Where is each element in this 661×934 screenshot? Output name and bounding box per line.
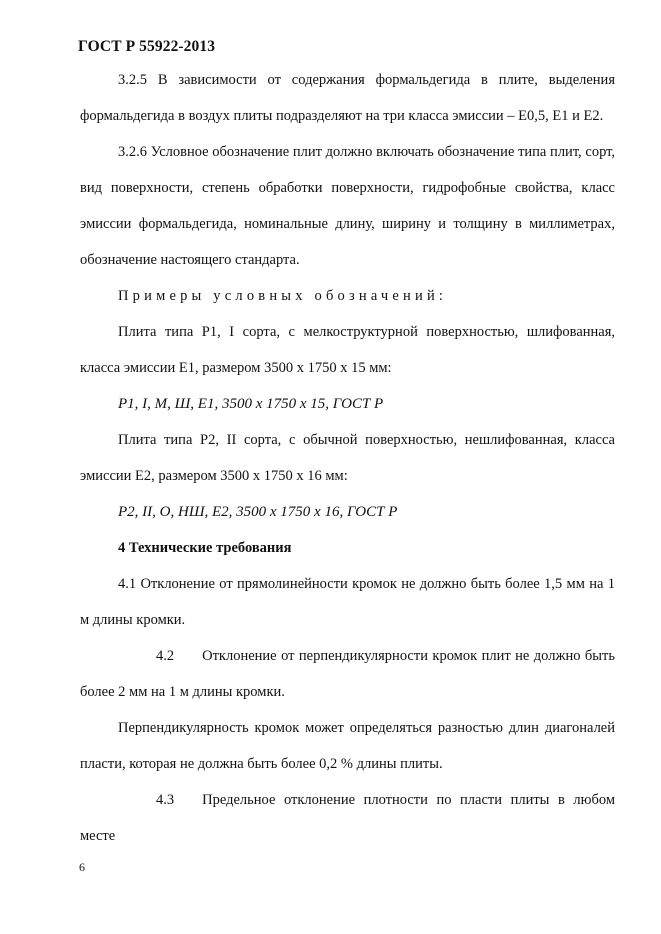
example-2-designation: Р2, II, О, НШ, Е2, 3500 х 1750 х 16, ГОСТ Р [118,504,398,520]
paragraph-3-2-6: 3.2.6 Условное обозначение плит должно включать обозначение типа плит, сорт, вид поверхности, степень обработки поверхности, гидрофобные свойства, класс эмиссии формальдегида, номинальные длину, ширину и толщину в миллиметрах, обозначение настоящего стандарта. [80,144,615,268]
paragraph-3-2-5: 3.2.5 В зависимости от содержания формальдегида в плите, выделения формальдегида в воздух плиты подразделяют на три класса эмиссии – Е0,5, Е1 и Е2. [80,72,615,124]
page-number: 6 [79,860,85,874]
paragraph-4-3-text: Предельное отклонение плотности по пласти плиты в любом месте [80,792,615,844]
paragraph-4-2 [80,638,615,710]
paragraph-4-2-text: Отклонение от перпендикулярности кромок плит не должно быть более 2 мм на 1 м длины кромки. [80,648,615,700]
document-body [80,62,615,854]
examples-title: Примеры условных обозначений: [118,288,448,304]
paragraph-4-3 [80,782,615,854]
paragraph-4-2-note: Перпендикулярность кромок может определяться разностью длин диагоналей пласти, которая не должна быть более 0,2 % длины плиты. [80,720,615,772]
example-2-description: Плита типа Р2, II сорта, с обычной поверхностью, нешлифованная, класса эмиссии Е2, размером 3500 х 1750 х 16 мм: [80,432,615,484]
example-1-designation: Р1, I, М, Ш, Е1, 3500 х 1750 х 15, ГОСТ Р [118,396,384,412]
paragraph-4-1: 4.1 Отклонение от прямолинейности кромок не должно быть более 1,5 мм на 1 м длины кромки. [80,576,615,628]
example-1-description: Плита типа Р1, I сорта, с мелкоструктурной поверхностью, шлифованная, класса эмиссии Е1, размером 3500 х 1750 х 15 мм: [80,324,615,376]
document-header: ГОСТ Р 55922-2013 [78,38,216,55]
paragraph-4-2-number: 4.2 [156,648,175,664]
section-4-heading: 4 Технические требования [118,540,292,556]
paragraph-4-3-number: 4.3 [156,792,175,808]
